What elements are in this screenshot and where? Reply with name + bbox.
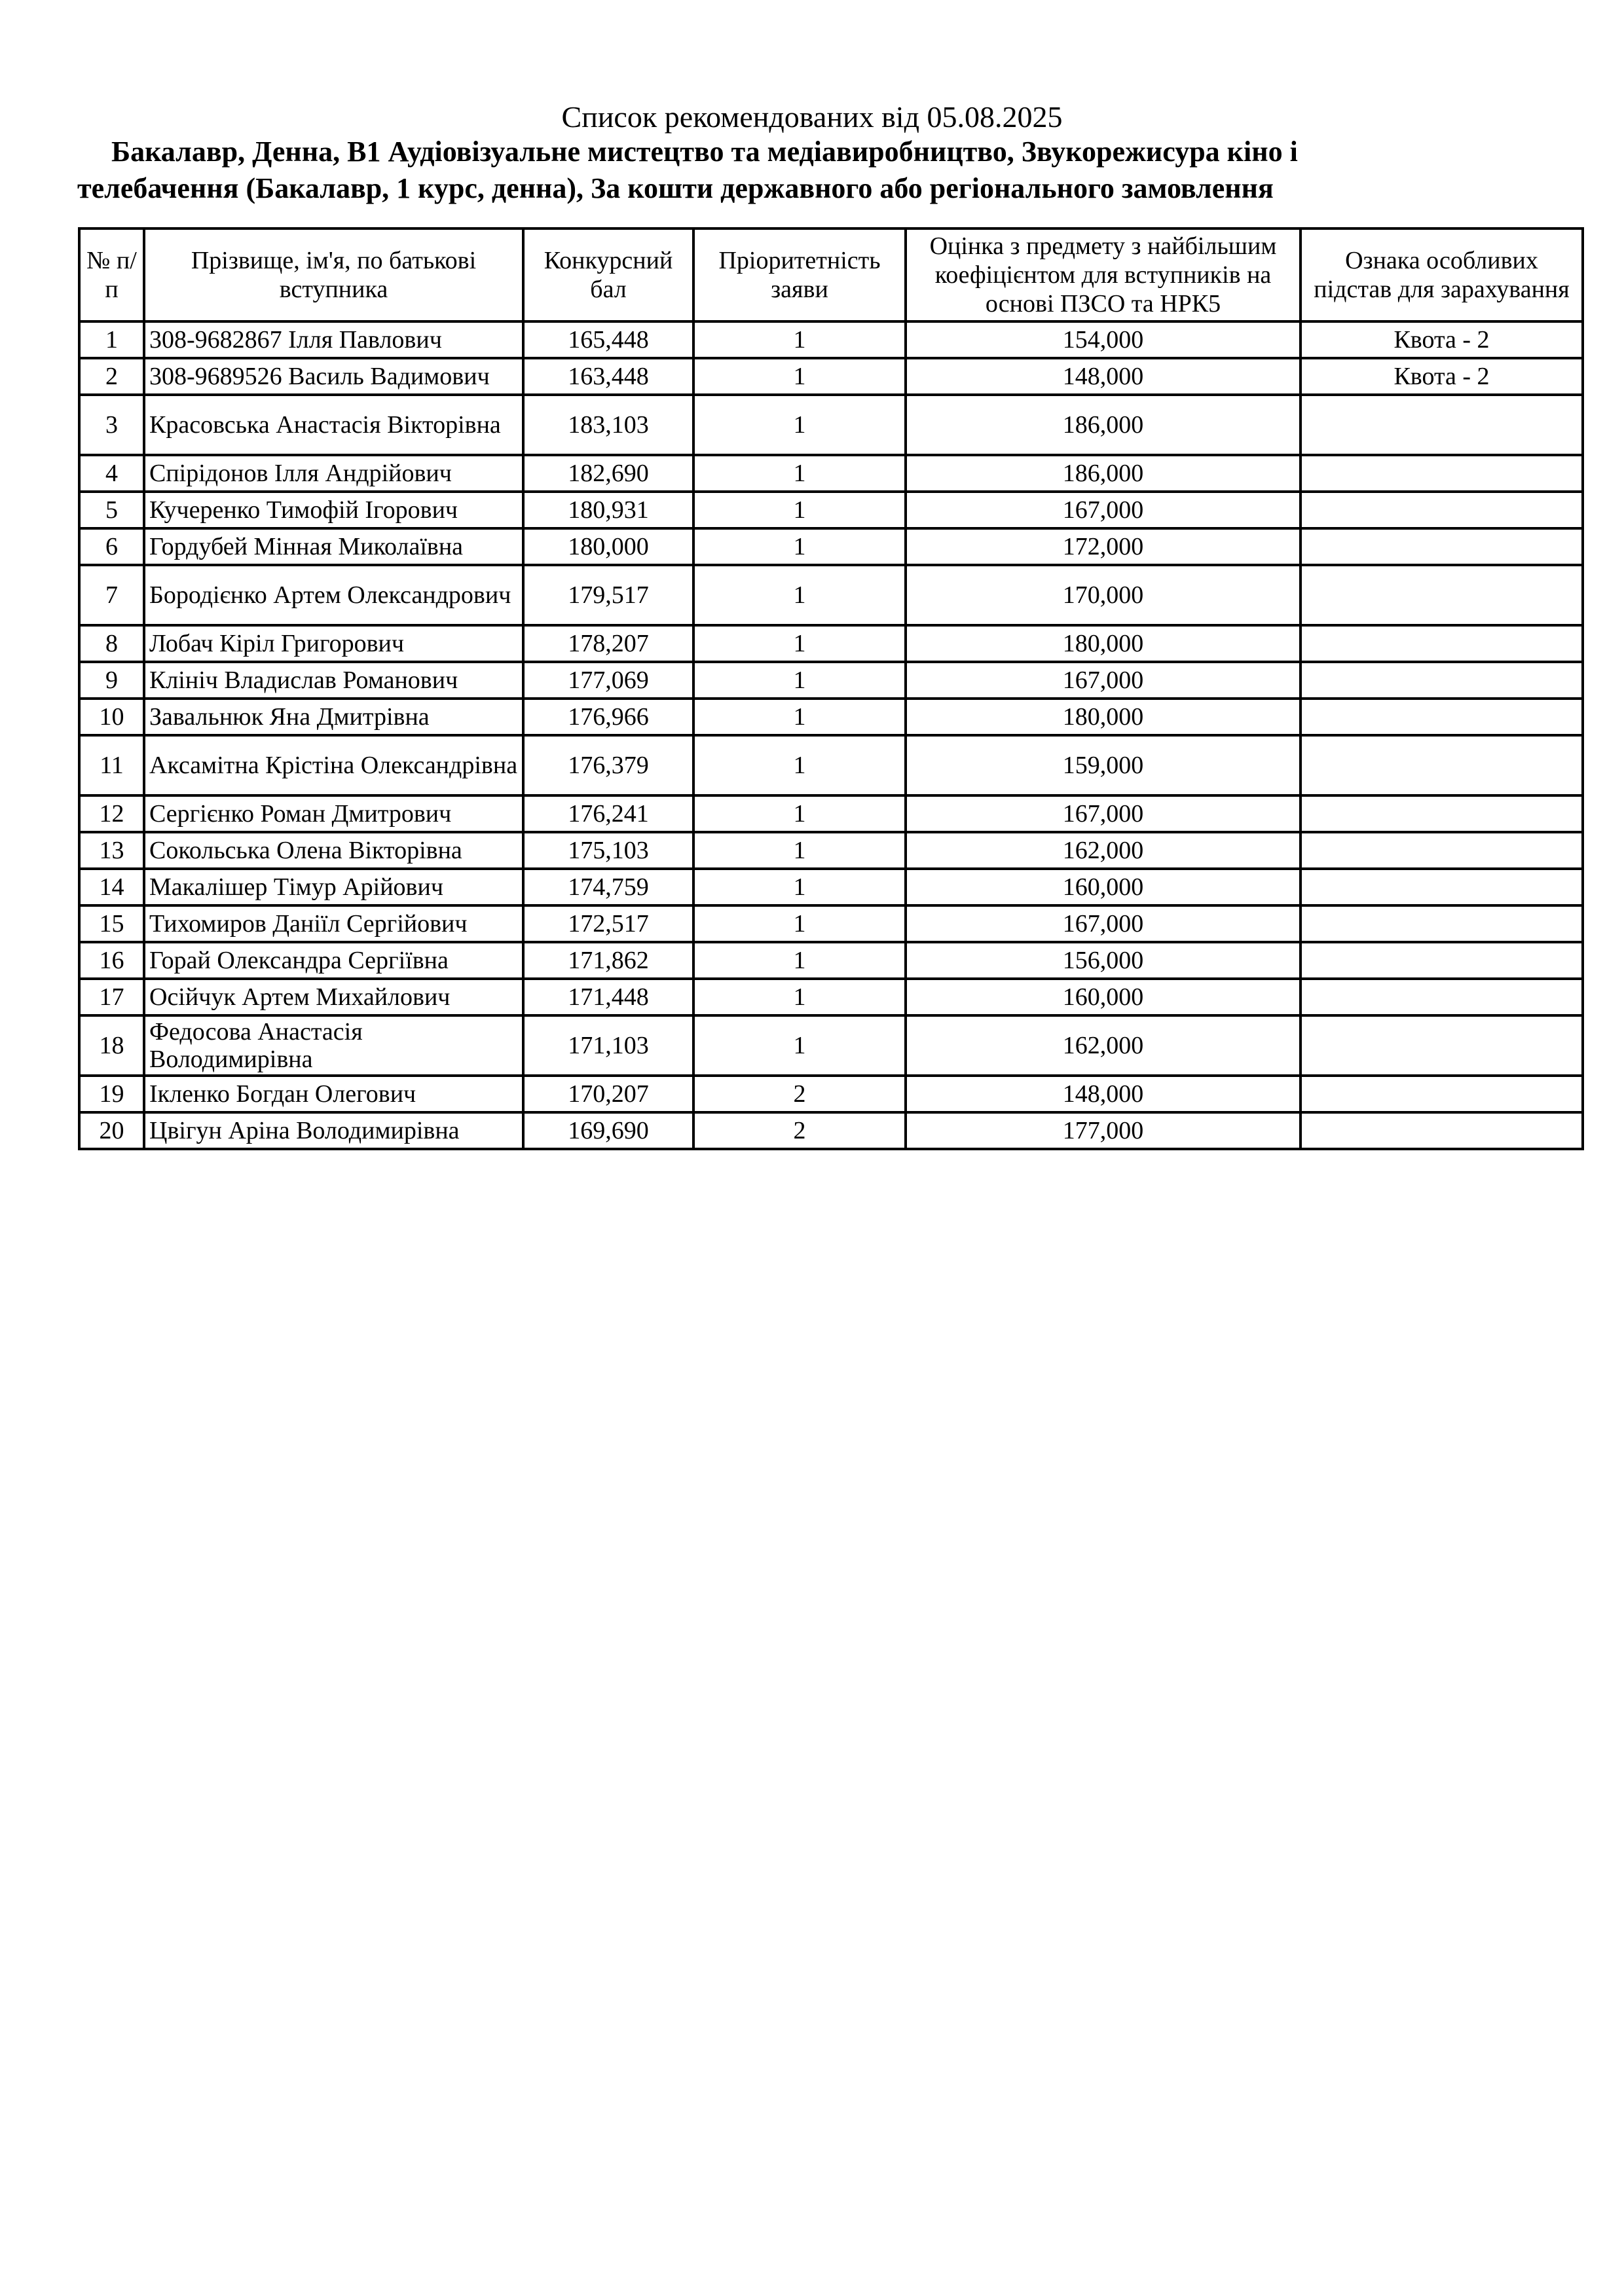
- table-row: [79, 832, 1583, 869]
- table-row: [79, 979, 1583, 1015]
- cell-special-grounds: [1301, 832, 1583, 869]
- header-number: № п/п: [79, 228, 144, 321]
- cell-priority: 1: [693, 395, 906, 455]
- cell-name: Цвігун Аріна Володимирівна: [144, 1112, 523, 1149]
- cell-special-grounds: [1301, 869, 1583, 905]
- cell-name: Сергієнко Роман Дмитрович: [144, 795, 523, 832]
- cell-competitive-score: 176,241: [523, 795, 693, 832]
- cell-name: 308-9682867 Ілля Павлович: [144, 321, 523, 358]
- cell-number: 16: [79, 942, 144, 979]
- cell-priority: 2: [693, 1112, 906, 1149]
- cell-number: 19: [79, 1076, 144, 1112]
- cell-competitive-score: 174,759: [523, 869, 693, 905]
- cell-name: Тихомиров Даніїл Сергійович: [144, 905, 523, 942]
- cell-priority: 1: [693, 869, 906, 905]
- cell-competitive-score: 178,207: [523, 625, 693, 662]
- cell-number: 17: [79, 979, 144, 1015]
- cell-subject-score: 180,000: [906, 625, 1301, 662]
- cell-name: Красовська Анастасія Вікторівна: [144, 395, 523, 455]
- cell-special-grounds: [1301, 625, 1583, 662]
- cell-subject-score: 167,000: [906, 662, 1301, 699]
- cell-special-grounds: [1301, 699, 1583, 735]
- table-row: [79, 795, 1583, 832]
- subtitle-line-2: телебачення (Бакалавр, 1 курс, денна), За кошти державного або регіонального замовлення: [77, 172, 1274, 204]
- cell-subject-score: 148,000: [906, 358, 1301, 395]
- table-row: [79, 905, 1583, 942]
- cell-competitive-score: 172,517: [523, 905, 693, 942]
- cell-number: 4: [79, 455, 144, 492]
- cell-number: 12: [79, 795, 144, 832]
- cell-subject-score: 154,000: [906, 321, 1301, 358]
- cell-subject-score: 156,000: [906, 942, 1301, 979]
- cell-number: 2: [79, 358, 144, 395]
- header-score: Конкурсний бал: [523, 228, 693, 321]
- cell-number: 1: [79, 321, 144, 358]
- cell-competitive-score: 170,207: [523, 1076, 693, 1112]
- cell-competitive-score: 177,069: [523, 662, 693, 699]
- cell-competitive-score: 169,690: [523, 1112, 693, 1149]
- cell-subject-score: 167,000: [906, 795, 1301, 832]
- table-row: [79, 528, 1583, 565]
- cell-subject-score: 160,000: [906, 979, 1301, 1015]
- header-special-grounds: Ознака особливих підстав для зарахування: [1301, 228, 1583, 321]
- cell-competitive-score: 183,103: [523, 395, 693, 455]
- cell-name: Завальнюк Яна Дмитрівна: [144, 699, 523, 735]
- cell-name: Сокольська Олена Вікторівна: [144, 832, 523, 869]
- cell-number: 15: [79, 905, 144, 942]
- cell-number: 18: [79, 1015, 144, 1076]
- cell-number: 5: [79, 492, 144, 528]
- document-subtitle: [77, 134, 1583, 207]
- cell-special-grounds: [1301, 395, 1583, 455]
- cell-competitive-score: 171,103: [523, 1015, 693, 1076]
- cell-competitive-score: 180,931: [523, 492, 693, 528]
- cell-subject-score: 159,000: [906, 735, 1301, 795]
- cell-subject-score: 170,000: [906, 565, 1301, 625]
- cell-competitive-score: 163,448: [523, 358, 693, 395]
- cell-subject-score: 177,000: [906, 1112, 1301, 1149]
- cell-number: 8: [79, 625, 144, 662]
- cell-special-grounds: [1301, 455, 1583, 492]
- cell-number: 11: [79, 735, 144, 795]
- cell-name: Осійчук Артем Михайлович: [144, 979, 523, 1015]
- cell-priority: 1: [693, 832, 906, 869]
- cell-number: 7: [79, 565, 144, 625]
- cell-special-grounds: [1301, 662, 1583, 699]
- header-priority: Пріоритетність заяви: [693, 228, 906, 321]
- cell-priority: 1: [693, 565, 906, 625]
- cell-subject-score: 167,000: [906, 492, 1301, 528]
- cell-name: Горай Олександра Сергіївна: [144, 942, 523, 979]
- cell-priority: 1: [693, 979, 906, 1015]
- table-row: [79, 735, 1583, 795]
- cell-name: Кучеренко Тимофій Ігорович: [144, 492, 523, 528]
- cell-special-grounds: [1301, 565, 1583, 625]
- cell-competitive-score: 182,690: [523, 455, 693, 492]
- cell-priority: 1: [693, 795, 906, 832]
- cell-priority: 1: [693, 625, 906, 662]
- table-row: [79, 1076, 1583, 1112]
- cell-number: 20: [79, 1112, 144, 1149]
- cell-priority: 1: [693, 1015, 906, 1076]
- table-row: [79, 662, 1583, 699]
- cell-special-grounds: Квота - 2: [1301, 358, 1583, 395]
- table-row: [79, 395, 1583, 455]
- cell-competitive-score: 171,862: [523, 942, 693, 979]
- table-row: [79, 492, 1583, 528]
- table-row: [79, 1015, 1583, 1076]
- header-name: Прізвище, ім'я, по батькові вступника: [144, 228, 523, 321]
- cell-number: 13: [79, 832, 144, 869]
- cell-priority: 1: [693, 358, 906, 395]
- cell-subject-score: 167,000: [906, 905, 1301, 942]
- table-row: [79, 942, 1583, 979]
- cell-name: Лобач Кіріл Григорович: [144, 625, 523, 662]
- cell-subject-score: 148,000: [906, 1076, 1301, 1112]
- table-row: [79, 625, 1583, 662]
- cell-priority: 1: [693, 735, 906, 795]
- cell-name: Гордубей Мінная Миколаївна: [144, 528, 523, 565]
- table-row: [79, 565, 1583, 625]
- cell-special-grounds: [1301, 1112, 1583, 1149]
- cell-competitive-score: 171,448: [523, 979, 693, 1015]
- cell-special-grounds: [1301, 942, 1583, 979]
- cell-name: Аксамітна Крістіна Олександрівна: [144, 735, 523, 795]
- cell-special-grounds: [1301, 1076, 1583, 1112]
- cell-number: 6: [79, 528, 144, 565]
- cell-priority: 1: [693, 905, 906, 942]
- cell-competitive-score: 176,379: [523, 735, 693, 795]
- cell-priority: 1: [693, 455, 906, 492]
- cell-subject-score: 162,000: [906, 1015, 1301, 1076]
- cell-competitive-score: 176,966: [523, 699, 693, 735]
- cell-special-grounds: [1301, 905, 1583, 942]
- cell-name: 308-9689526 Василь Вадимович: [144, 358, 523, 395]
- table-header-row: [79, 228, 1583, 321]
- cell-number: 14: [79, 869, 144, 905]
- cell-subject-score: 172,000: [906, 528, 1301, 565]
- table-row: [79, 699, 1583, 735]
- cell-special-grounds: [1301, 1015, 1583, 1076]
- cell-number: 3: [79, 395, 144, 455]
- table-row: [79, 358, 1583, 395]
- cell-priority: 1: [693, 699, 906, 735]
- cell-priority: 1: [693, 321, 906, 358]
- cell-competitive-score: 165,448: [523, 321, 693, 358]
- cell-priority: 1: [693, 942, 906, 979]
- cell-priority: 1: [693, 492, 906, 528]
- cell-subject-score: 160,000: [906, 869, 1301, 905]
- cell-competitive-score: 180,000: [523, 528, 693, 565]
- cell-subject-score: 180,000: [906, 699, 1301, 735]
- table-row: [79, 869, 1583, 905]
- cell-number: 9: [79, 662, 144, 699]
- subtitle-line-1: Бакалавр, Денна, В1 Аудіовізуальне мистецтво та медіавиробництво, Звукорежисура кіно і: [111, 136, 1298, 168]
- cell-number: 10: [79, 699, 144, 735]
- cell-competitive-score: 179,517: [523, 565, 693, 625]
- cell-special-grounds: [1301, 735, 1583, 795]
- cell-name: Федосова Анастасія Володимирівна: [144, 1015, 523, 1076]
- cell-special-grounds: [1301, 979, 1583, 1015]
- cell-priority: 1: [693, 528, 906, 565]
- cell-name: Бородієнко Артем Олександрович: [144, 565, 523, 625]
- document-title: Список рекомендованих від 05.08.2025: [561, 100, 1063, 134]
- table-row: [79, 321, 1583, 358]
- cell-name: Макалішер Тімур Арійович: [144, 869, 523, 905]
- cell-priority: 1: [693, 662, 906, 699]
- cell-name: Клініч Владислав Романович: [144, 662, 523, 699]
- cell-special-grounds: Квота - 2: [1301, 321, 1583, 358]
- cell-special-grounds: [1301, 528, 1583, 565]
- cell-subject-score: 186,000: [906, 455, 1301, 492]
- cell-subject-score: 186,000: [906, 395, 1301, 455]
- cell-priority: 2: [693, 1076, 906, 1112]
- cell-competitive-score: 175,103: [523, 832, 693, 869]
- cell-name: Спірідонов Ілля Андрійович: [144, 455, 523, 492]
- table-row: [79, 455, 1583, 492]
- header-subject-score: Оцінка з предмету з найбільшим коефіцієнтом для вступників на основі ПЗСО та НРК5: [906, 228, 1301, 321]
- cell-special-grounds: [1301, 795, 1583, 832]
- cell-special-grounds: [1301, 492, 1583, 528]
- table-row: [79, 1112, 1583, 1149]
- cell-subject-score: 162,000: [906, 832, 1301, 869]
- recommended-list-table: [78, 227, 1584, 1150]
- cell-name: Ікленко Богдан Олегович: [144, 1076, 523, 1112]
